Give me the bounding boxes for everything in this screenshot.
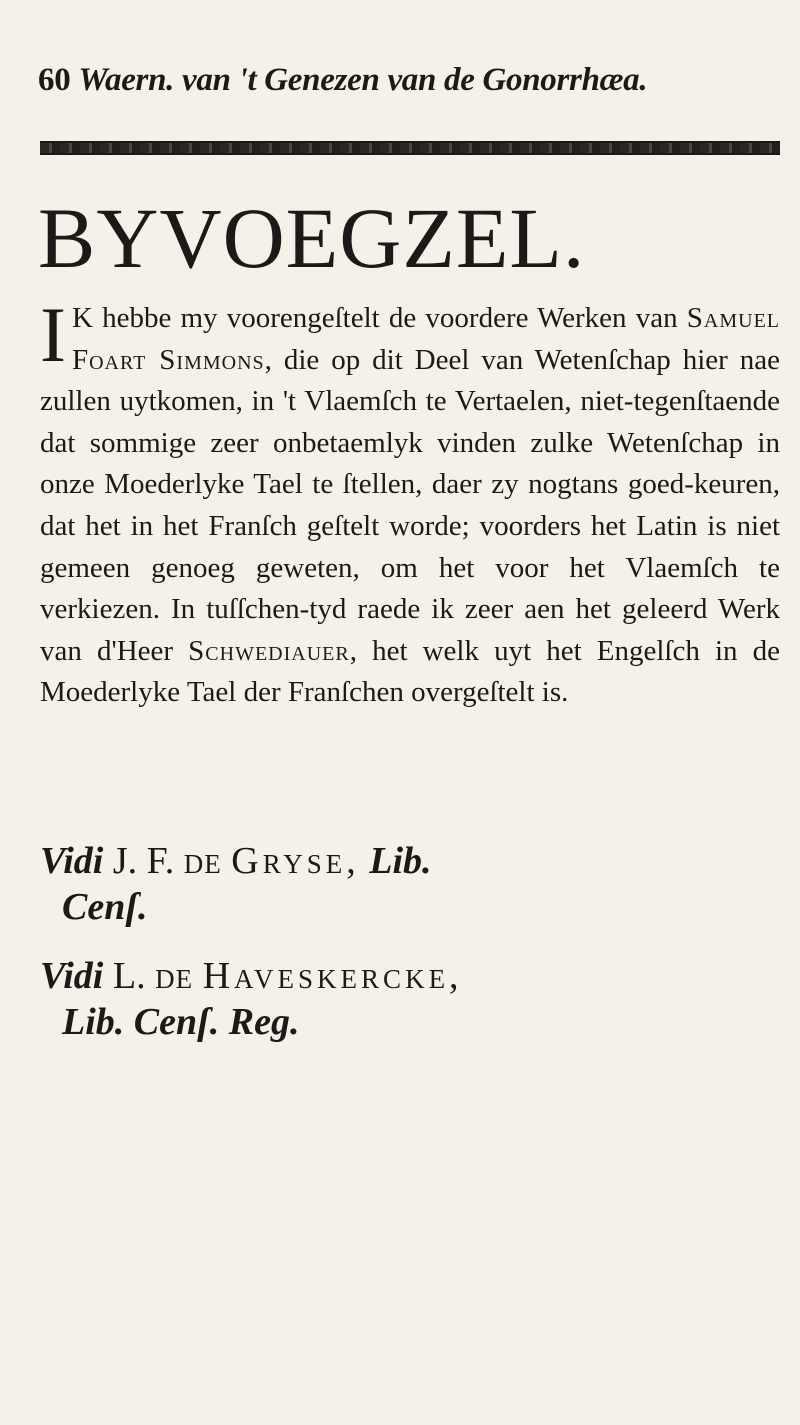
approver-particle: de [183,840,222,882]
approver-subtitle: Lib. Cenſ. Reg. [62,1001,300,1043]
approval-block [40,838,780,930]
vidi-label: Vidi [40,955,104,997]
running-title: Waern. van 't Genezen van de Gonorrhæa. [78,62,648,98]
page-number: 60 [38,62,71,98]
section-title: BYVOEGZEL. [38,190,586,286]
approver-initials: L. [112,955,146,997]
approver-title: Lib. [369,840,432,882]
approver-name: Gryse, [231,840,360,882]
ornamental-rule [40,141,780,155]
body-text-3: , het welk uyt het Engelſch in de Moederlyke Tael der Franſchen overgeſtelt is. [40,634,780,709]
approver-initials: J. F. [112,840,175,882]
author-name: Samuel Foart Simmons [71,302,780,376]
translator-name: Schwediauer [188,634,350,667]
approval-block [40,953,780,1045]
vidi-label: Vidi [40,840,104,882]
approver-particle: de [155,955,194,997]
drop-cap: I [40,291,66,378]
approver-name: Haveskercke, [202,955,463,997]
approver-subtitle: Cenſ. [62,886,148,928]
body-paragraph [40,291,780,714]
running-head [38,62,778,99]
body-text-1: K hebbe my voorengeſtelt de voordere Werken van [71,302,687,334]
body-text-2: , die op dit Deel van Wetenſchap hier nae zullen uytkomen, in 't Vlaemſch te Vertaelen, niet-tegenſtaende dat sommige zeer onbetaemlyk vinden zulke Wetenſchap in onze Moederlyke Tael te ſtellen, daer zy nogtans goed-keuren, dat het in het Franſch geſtelt worde; voorders het Latin is niet gemeen genoeg geweten, om het voor het Vlaemſch te verkiezen. In tuſſchen-tyd raede ik zeer aen het geleerd Werk van d'Heer [40,343,780,667]
